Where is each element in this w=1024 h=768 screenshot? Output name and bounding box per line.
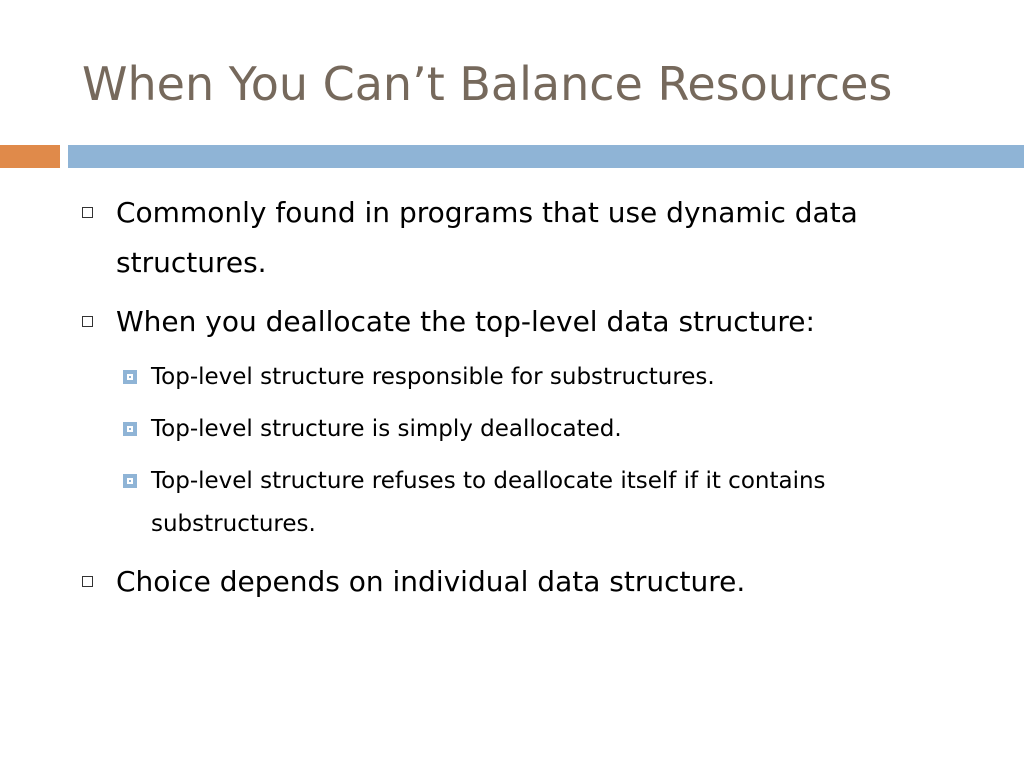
sub-bullet-text: Top-level structure is simply deallocated. [151, 416, 622, 442]
filled-square-icon [123, 474, 137, 488]
hollow-square-icon [82, 576, 93, 587]
bullet-item [116, 297, 996, 347]
bullet-item [116, 188, 996, 288]
slide-title: When You Can’t Balance Resources [82, 57, 893, 111]
bullet-text: When you deallocate the top-level data structure: [116, 305, 815, 338]
sub-bullet-item [151, 356, 931, 399]
bullet-item [116, 557, 996, 607]
sub-bullet-text: Top-level structure refuses to deallocate itself if it contains substructures. [151, 468, 826, 537]
bullet-text: Commonly found in programs that use dynamic data structures. [116, 196, 858, 279]
bullet-text: Choice depends on individual data structure. [116, 565, 746, 598]
sub-bullet-item [151, 408, 931, 451]
sub-bullet-item [151, 460, 931, 546]
filled-square-icon [123, 370, 137, 384]
filled-square-icon [123, 422, 137, 436]
sub-bullet-text: Top-level structure responsible for substructures. [151, 364, 715, 390]
hollow-square-icon [82, 207, 93, 218]
hollow-square-icon [82, 316, 93, 327]
